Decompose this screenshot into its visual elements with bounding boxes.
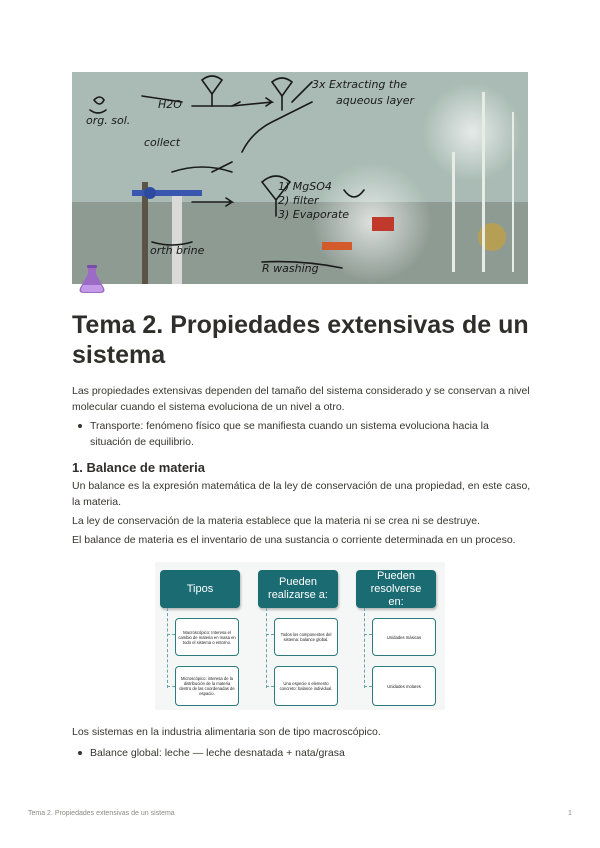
page-title: Tema 2. Propiedades extensivas de un sistema — [72, 311, 529, 369]
diagram-connector — [167, 634, 175, 635]
svg-text:3) Evaporate: 3) Evaporate — [278, 208, 350, 221]
svg-text:2) filter: 2) filter — [278, 194, 319, 207]
diagram-item-individual: Una especie o elemento concreto: balance individual. — [274, 666, 338, 706]
bullet-dot — [78, 751, 82, 755]
diagram-connector — [364, 634, 372, 635]
svg-text:3x Extracting the: 3x Extracting the — [312, 78, 407, 91]
diagram-connector — [266, 634, 274, 635]
bullet-dot — [78, 424, 82, 428]
paragraph-inventario: El balance de materia es el inventario de una sustancia o corriente determinada en un proceso. — [72, 534, 516, 546]
section-heading-balance-materia: 1. Balance de materia — [72, 460, 205, 475]
diagram-header-realizarse: Pueden realizarse a: — [258, 570, 338, 608]
diagram-item-microscopico: Microscópico: interesa de la distribución de la materia dentro de las coordenadas de espacio. — [175, 666, 239, 706]
diagram-connector — [266, 686, 274, 687]
diagram-item-macroscopico: Macroscópico: Interesa el cambio de materia en masa en todo el sistema o entorno. — [175, 618, 239, 656]
svg-text:H2O: H2O — [158, 98, 182, 111]
lab-photo-illustration — [72, 72, 528, 284]
diagram-connector — [167, 686, 175, 687]
diagram-connector — [364, 686, 372, 687]
footer-title: Tema 2. Propiedades extensivas de un sistema — [28, 810, 175, 817]
diagram-connector — [167, 608, 168, 688]
diagram-header-tipos: Tipos — [160, 570, 240, 608]
balance-diagram — [155, 562, 445, 710]
diagram-connector — [266, 608, 267, 688]
flask-icon[interactable] — [78, 264, 106, 294]
svg-text:org. sol.: org. sol. — [86, 114, 131, 127]
footer-page-number: 1 — [568, 810, 572, 817]
diagram-connector — [364, 608, 365, 688]
diagram-item-masicas: Unidades másicas — [372, 618, 436, 656]
bullet-transport: Transporte: fenómeno físico que se manifiesta cuando un sistema evoluciona hacia la situación de equilibrio. — [90, 420, 489, 448]
intro-paragraph: Las propiedades extensivas dependen del tamaño del sistema considerado y se conservan a nivel molecular cuando el sistema evoluciona de un nivel a otro. — [72, 385, 530, 413]
svg-text:aqueous layer: aqueous layer — [336, 94, 414, 107]
cover-image — [72, 72, 528, 284]
diagram-item-molares: Unidades molares — [372, 666, 436, 706]
svg-text:R washing: R washing — [262, 262, 319, 275]
svg-text:1) MgSO4: 1) MgSO4 — [278, 180, 332, 193]
paragraph-macroscopico: Los sistemas en la industria alimentaria son de tipo macroscópico. — [72, 726, 381, 738]
svg-text:orth brine: orth brine — [150, 244, 205, 257]
bullet-balance-global: Balance global: leche — leche desnatada + nata/grasa — [90, 747, 345, 759]
paragraph-ley-conservacion: La ley de conservación de la materia establece que la materia ni se crea ni se destruye. — [72, 515, 480, 527]
diagram-item-global: Todos los componentes del sistema: balance global. — [274, 618, 338, 656]
paragraph-balance-definition: Un balance es la expresión matemática de la ley de conservación de una propiedad, en este caso, la materia. — [72, 480, 531, 508]
diagram-header-resolverse: Pueden resolverse en: — [356, 570, 436, 608]
svg-text:collect: collect — [144, 136, 181, 149]
